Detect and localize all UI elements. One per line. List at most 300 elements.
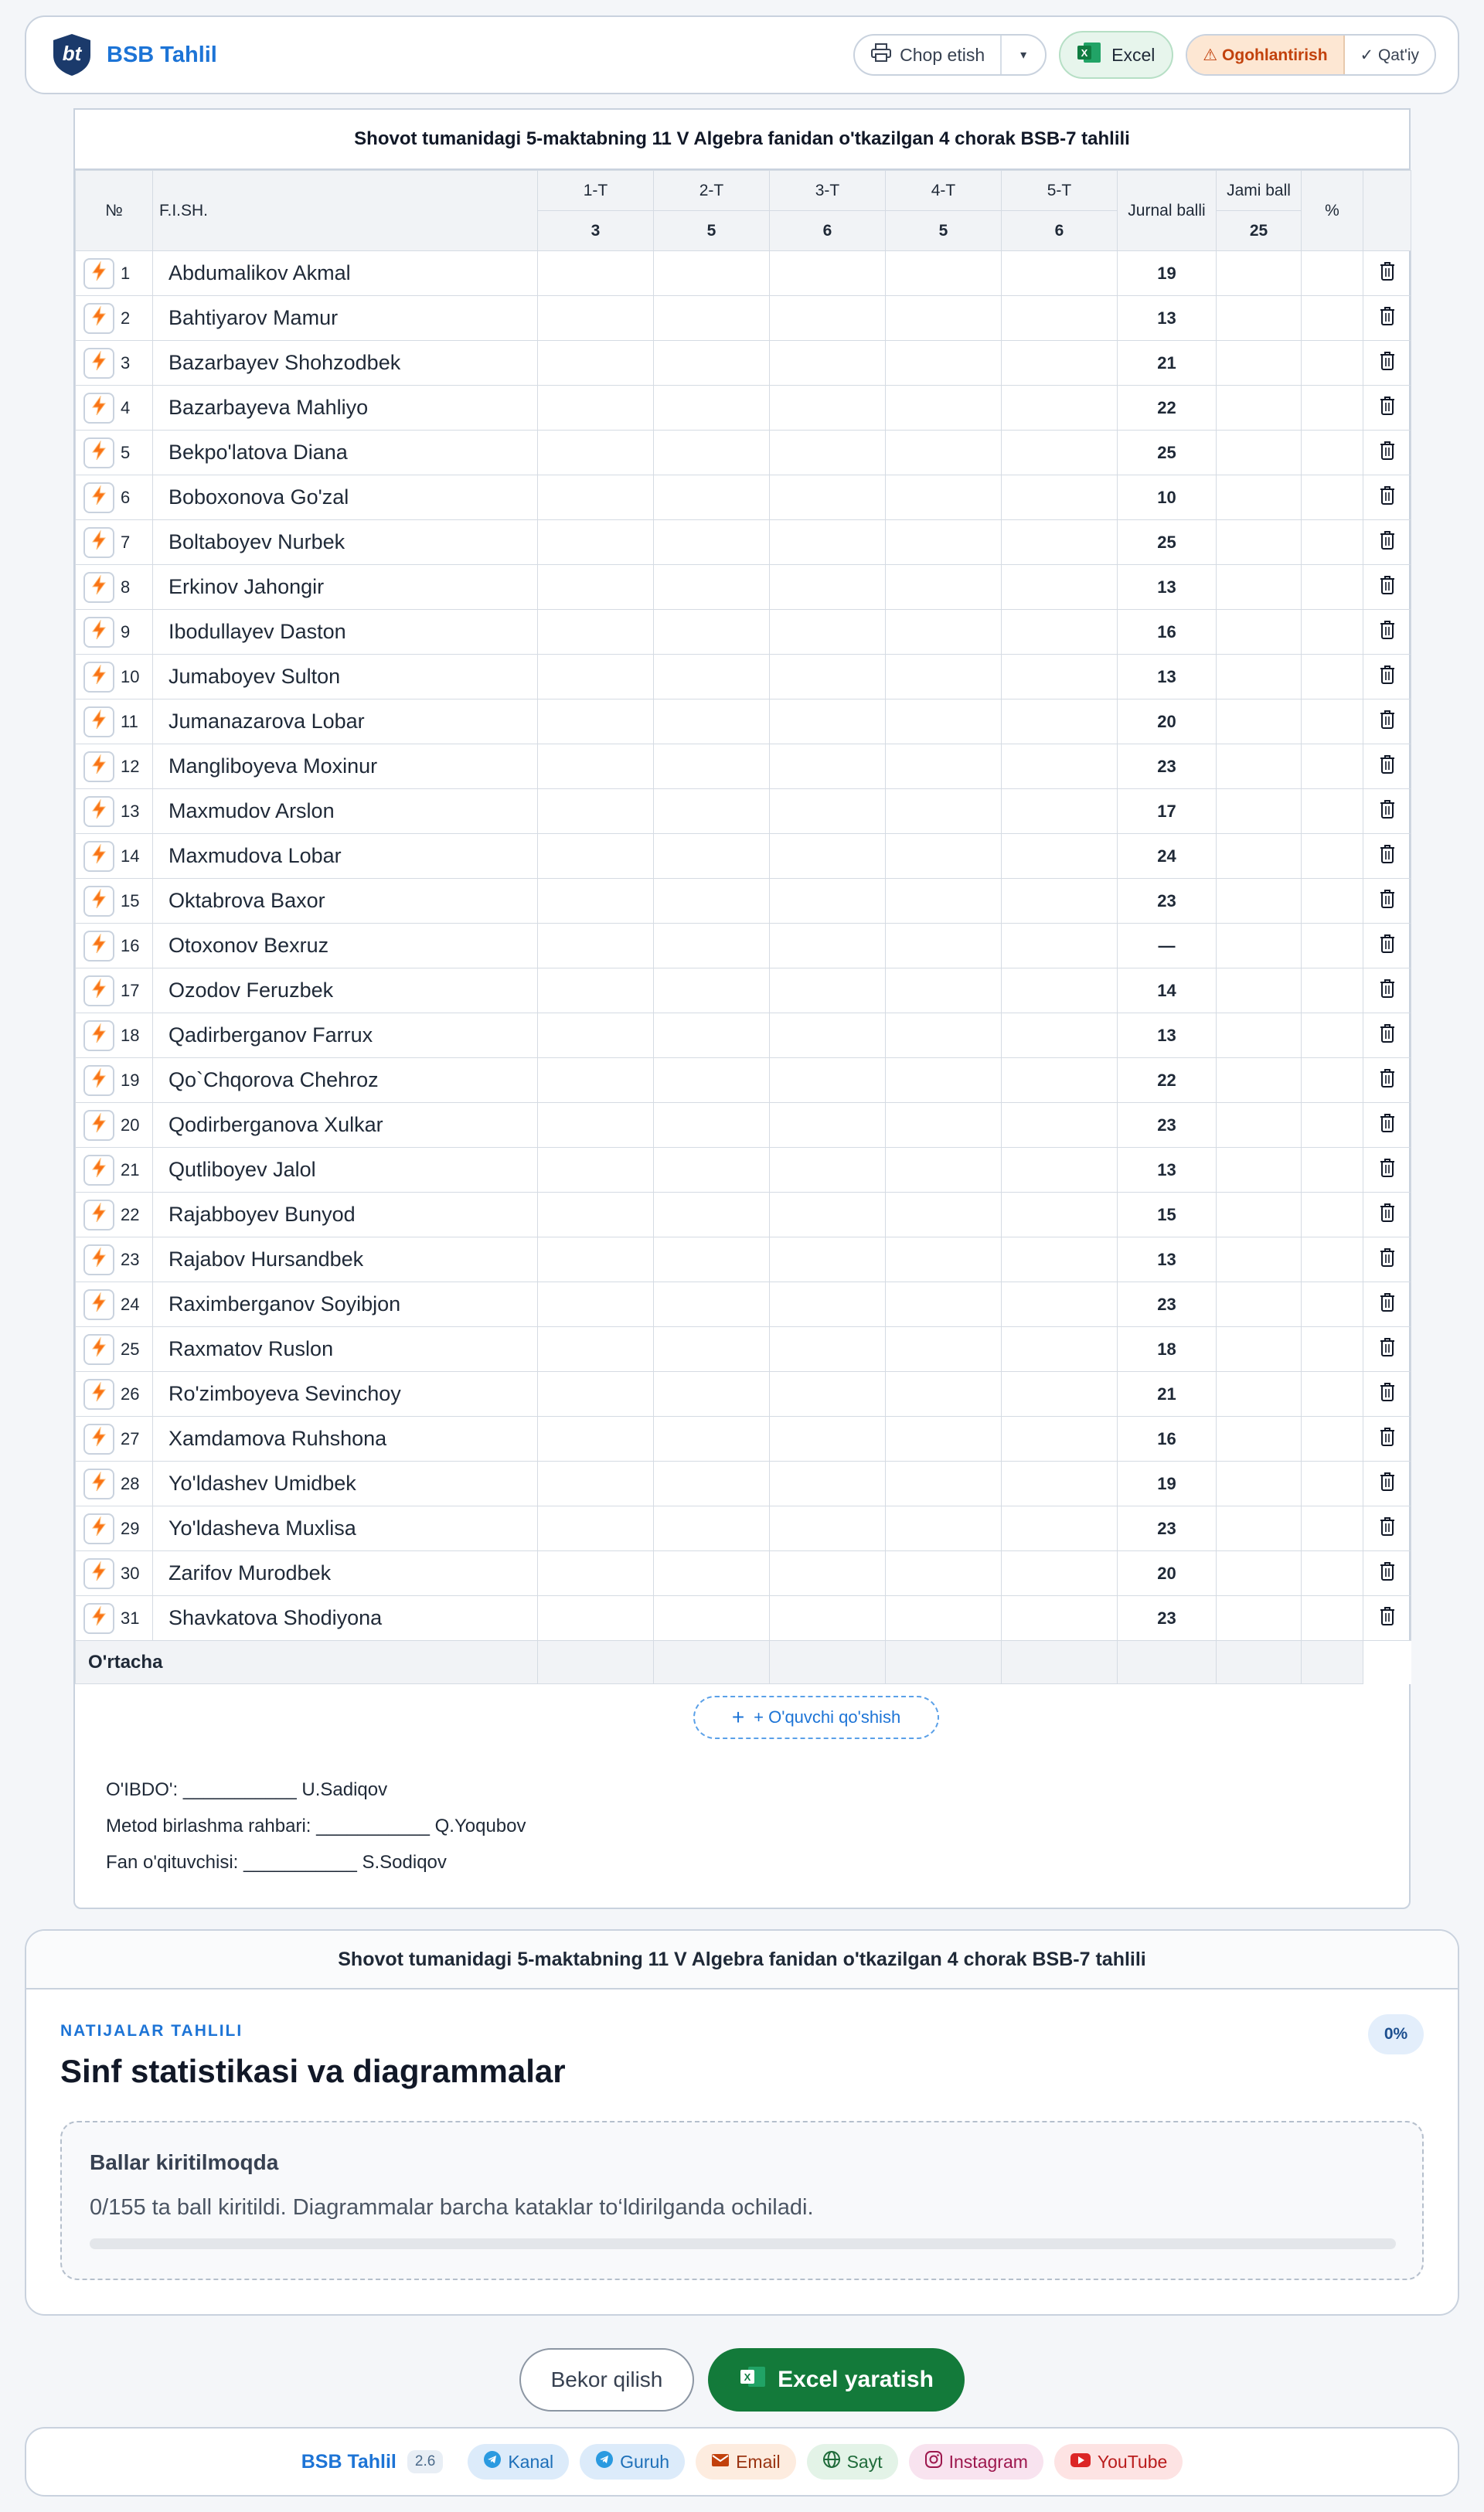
quick-fill-button[interactable] [83, 1513, 114, 1544]
row-number-cell [76, 1013, 153, 1058]
jurnal-score[interactable]: 20 [1118, 1551, 1217, 1596]
score-input-task-2[interactable] [654, 968, 770, 1013]
score-input-task-2[interactable] [654, 1058, 770, 1103]
score-input-task-4[interactable] [886, 1058, 1002, 1103]
score-input-task-1[interactable] [538, 475, 654, 520]
score-input-task-2[interactable] [654, 1237, 770, 1282]
student-name: Bazarbayev Shohzodbek [153, 341, 538, 386]
quick-fill-button[interactable] [83, 886, 114, 917]
jurnal-score[interactable]: 23 [1118, 1506, 1217, 1551]
jurnal-score[interactable]: 21 [1118, 1372, 1217, 1417]
score-input-task-5[interactable] [1002, 655, 1118, 699]
score-input-task-1[interactable] [538, 1148, 654, 1193]
score-input-task-3[interactable] [770, 251, 886, 296]
quick-fill-button[interactable] [83, 572, 114, 603]
score-input-task-4[interactable] [886, 1148, 1002, 1193]
row-number-cell [76, 610, 153, 655]
score-input-task-3[interactable] [770, 1596, 886, 1641]
score-input-task-4[interactable] [886, 834, 1002, 879]
score-input-task-3[interactable] [770, 1058, 886, 1103]
score-input-task-3[interactable] [770, 341, 886, 386]
lightning-icon [90, 665, 107, 689]
score-input-task-4[interactable] [886, 655, 1002, 699]
score-input-task-3[interactable] [770, 1417, 886, 1462]
delete-row-button[interactable] [1363, 341, 1411, 386]
score-input-task-3[interactable] [770, 520, 886, 565]
jurnal-score[interactable]: 25 [1118, 431, 1217, 475]
score-input-task-4[interactable] [886, 924, 1002, 968]
student-name: Oktabrova Baxor [153, 879, 538, 924]
score-input-task-2[interactable] [654, 475, 770, 520]
score-input-task-1[interactable] [538, 565, 654, 610]
score-input-task-4[interactable] [886, 296, 1002, 341]
score-input-task-1[interactable] [538, 834, 654, 879]
score-input-task-5[interactable] [1002, 1506, 1118, 1551]
score-input-task-2[interactable] [654, 431, 770, 475]
jurnal-score[interactable]: 21 [1118, 341, 1217, 386]
score-input-task-3[interactable] [770, 1372, 886, 1417]
score-input-task-5[interactable] [1002, 475, 1118, 520]
score-input-task-1[interactable] [538, 789, 654, 834]
score-input-task-1[interactable] [538, 1237, 654, 1282]
delete-row-button[interactable] [1363, 1058, 1411, 1103]
jurnal-score[interactable]: 19 [1118, 251, 1217, 296]
score-input-task-1[interactable] [538, 1596, 654, 1641]
svg-text:X: X [1081, 47, 1088, 59]
score-input-task-5[interactable] [1002, 834, 1118, 879]
delete-row-button[interactable] [1363, 520, 1411, 565]
score-input-task-3[interactable] [770, 1506, 886, 1551]
score-input-task-3[interactable] [770, 744, 886, 789]
kanal-link[interactable] [468, 2444, 569, 2480]
score-input-task-5[interactable] [1002, 1327, 1118, 1372]
score-input-task-2[interactable] [654, 1193, 770, 1237]
delete-row-button[interactable] [1363, 610, 1411, 655]
score-input-task-2[interactable] [654, 699, 770, 744]
progress-box [60, 2121, 1424, 2280]
delete-row-button[interactable] [1363, 834, 1411, 879]
jurnal-score[interactable]: 14 [1118, 968, 1217, 1013]
score-input-task-1[interactable] [538, 879, 654, 924]
score-input-task-4[interactable] [886, 1506, 1002, 1551]
score-input-task-4[interactable] [886, 1013, 1002, 1058]
score-input-task-2[interactable] [654, 341, 770, 386]
jurnal-score[interactable]: 16 [1118, 1417, 1217, 1462]
quick-fill-button[interactable] [83, 482, 114, 513]
quick-fill-button[interactable] [83, 1155, 114, 1186]
delete-row-button[interactable] [1363, 744, 1411, 789]
score-input-task-3[interactable] [770, 1462, 886, 1506]
percent-score [1302, 1148, 1363, 1193]
score-input-task-3[interactable] [770, 610, 886, 655]
score-input-task-1[interactable] [538, 296, 654, 341]
jurnal-score[interactable]: 15 [1118, 1193, 1217, 1237]
quick-fill-button[interactable] [83, 1334, 114, 1365]
score-input-task-5[interactable] [1002, 386, 1118, 431]
score-input-task-5[interactable] [1002, 1596, 1118, 1641]
delete-row-button[interactable] [1363, 475, 1411, 520]
score-input-task-2[interactable] [654, 1103, 770, 1148]
delete-row-button[interactable] [1363, 1417, 1411, 1462]
trash-icon [1378, 676, 1397, 689]
jurnal-score[interactable]: 17 [1118, 789, 1217, 834]
score-input-task-4[interactable] [886, 744, 1002, 789]
quick-fill-button[interactable] [83, 1110, 114, 1141]
create-excel-button[interactable] [708, 2348, 965, 2412]
score-input-task-4[interactable] [886, 879, 1002, 924]
task-2-max: 5 [654, 211, 770, 251]
delete-row-button[interactable] [1363, 1103, 1411, 1148]
quick-fill-button[interactable] [83, 258, 114, 289]
score-input-task-5[interactable] [1002, 1372, 1118, 1417]
quick-fill-button[interactable] [83, 1558, 114, 1589]
score-input-task-2[interactable] [654, 1327, 770, 1372]
score-input-task-1[interactable] [538, 1327, 654, 1372]
quick-fill-button[interactable] [83, 1289, 114, 1320]
mode-strict-button[interactable]: ✓ Qat'iy [1360, 46, 1419, 64]
jurnal-score[interactable]: 13 [1118, 655, 1217, 699]
quick-fill-button[interactable] [83, 1244, 114, 1275]
score-input-task-1[interactable] [538, 1551, 654, 1596]
score-input-task-3[interactable] [770, 924, 886, 968]
delete-row-button[interactable] [1363, 431, 1411, 475]
score-input-task-2[interactable] [654, 251, 770, 296]
student-name: Erkinov Jahongir [153, 565, 538, 610]
jurnal-score[interactable]: 22 [1118, 1058, 1217, 1103]
score-input-task-5[interactable] [1002, 744, 1118, 789]
score-input-task-4[interactable] [886, 968, 1002, 1013]
score-input-task-1[interactable] [538, 924, 654, 968]
score-input-task-2[interactable] [654, 1551, 770, 1596]
delete-row-button[interactable] [1363, 699, 1411, 744]
score-input-task-1[interactable] [538, 655, 654, 699]
score-input-task-2[interactable] [654, 744, 770, 789]
jurnal-score[interactable]: 13 [1118, 1013, 1217, 1058]
score-input-task-2[interactable] [654, 1372, 770, 1417]
score-input-task-2[interactable] [654, 655, 770, 699]
total-score [1217, 1148, 1302, 1193]
score-input-task-1[interactable] [538, 1506, 654, 1551]
score-input-task-3[interactable] [770, 699, 886, 744]
score-input-task-3[interactable] [770, 1103, 886, 1148]
score-input-task-2[interactable] [654, 1596, 770, 1641]
score-input-task-2[interactable] [654, 520, 770, 565]
score-input-task-4[interactable] [886, 1237, 1002, 1282]
score-input-task-2[interactable] [654, 1013, 770, 1058]
score-input-task-4[interactable] [886, 251, 1002, 296]
score-input-task-3[interactable] [770, 655, 886, 699]
score-input-task-4[interactable] [886, 1103, 1002, 1148]
score-input-task-4[interactable] [886, 1462, 1002, 1506]
score-input-task-4[interactable] [886, 699, 1002, 744]
percent-score [1302, 744, 1363, 789]
score-input-task-3[interactable] [770, 1013, 886, 1058]
score-input-task-5[interactable] [1002, 341, 1118, 386]
score-input-task-2[interactable] [654, 565, 770, 610]
score-input-task-1[interactable] [538, 386, 654, 431]
quick-fill-button[interactable] [83, 1200, 114, 1230]
jurnal-score[interactable]: 18 [1118, 1327, 1217, 1372]
score-input-task-5[interactable] [1002, 565, 1118, 610]
score-input-task-5[interactable] [1002, 924, 1118, 968]
delete-row-button[interactable] [1363, 296, 1411, 341]
jurnal-score[interactable]: 23 [1118, 1103, 1217, 1148]
score-input-task-3[interactable] [770, 1148, 886, 1193]
score-input-task-3[interactable] [770, 1327, 886, 1372]
score-input-task-3[interactable] [770, 1193, 886, 1237]
score-input-task-4[interactable] [886, 386, 1002, 431]
score-input-task-4[interactable] [886, 475, 1002, 520]
delete-row-button[interactable] [1363, 1506, 1411, 1551]
score-input-task-3[interactable] [770, 834, 886, 879]
jurnal-score[interactable]: 13 [1118, 1237, 1217, 1282]
delete-row-button[interactable] [1363, 386, 1411, 431]
score-input-task-1[interactable] [538, 744, 654, 789]
excel-export-button[interactable] [1059, 31, 1173, 79]
quick-fill-button[interactable] [83, 1020, 114, 1051]
trash-icon [1378, 1169, 1397, 1182]
score-input-task-5[interactable] [1002, 251, 1118, 296]
score-input-task-2[interactable] [654, 296, 770, 341]
score-input-task-4[interactable] [886, 341, 1002, 386]
app-header [25, 15, 1459, 94]
jurnal-score[interactable]: 16 [1118, 610, 1217, 655]
delete-row-button[interactable] [1363, 789, 1411, 834]
score-input-task-4[interactable] [886, 610, 1002, 655]
score-input-task-3[interactable] [770, 1551, 886, 1596]
score-input-task-1[interactable] [538, 431, 654, 475]
quick-fill-button[interactable] [83, 437, 114, 468]
row-number-cell [76, 341, 153, 386]
jurnal-score[interactable]: 23 [1118, 744, 1217, 789]
quick-fill-button[interactable] [83, 1469, 114, 1499]
score-input-task-2[interactable] [654, 1148, 770, 1193]
print-button[interactable] [855, 36, 1002, 74]
score-input-task-5[interactable] [1002, 699, 1118, 744]
brand-name[interactable]: BSB Tahlil [107, 42, 217, 67]
score-input-task-3[interactable] [770, 565, 886, 610]
score-input-task-4[interactable] [886, 1193, 1002, 1237]
jurnal-score[interactable]: 22 [1118, 386, 1217, 431]
trash-icon [1378, 1079, 1397, 1092]
quick-fill-button[interactable] [83, 706, 114, 737]
score-input-task-4[interactable] [886, 1282, 1002, 1327]
quick-fill-button[interactable] [83, 617, 114, 648]
jurnal-score[interactable]: 19 [1118, 1462, 1217, 1506]
score-input-task-2[interactable] [654, 1282, 770, 1327]
mode-warning-button[interactable]: ⚠ Ogohlantirish [1187, 36, 1344, 74]
delete-row-button[interactable] [1363, 1193, 1411, 1237]
score-input-task-4[interactable] [886, 431, 1002, 475]
row-number-cell [76, 520, 153, 565]
score-input-task-1[interactable] [538, 610, 654, 655]
jurnal-score[interactable]: — [1118, 924, 1217, 968]
score-input-task-1[interactable] [538, 251, 654, 296]
delete-row-button[interactable] [1363, 1148, 1411, 1193]
score-input-task-5[interactable] [1002, 1103, 1118, 1148]
delete-row-button[interactable] [1363, 1327, 1411, 1372]
score-input-task-1[interactable] [538, 699, 654, 744]
score-input-task-3[interactable] [770, 386, 886, 431]
score-input-task-2[interactable] [654, 610, 770, 655]
quick-fill-button[interactable] [83, 751, 114, 782]
signature-role: Metod birlashma rahbari: [106, 1816, 311, 1836]
score-input-task-4[interactable] [886, 789, 1002, 834]
score-input-task-4[interactable] [886, 1417, 1002, 1462]
jurnal-score[interactable]: 13 [1118, 1148, 1217, 1193]
score-input-task-5[interactable] [1002, 1282, 1118, 1327]
score-input-task-2[interactable] [654, 924, 770, 968]
score-input-task-5[interactable] [1002, 610, 1118, 655]
row-number: 11 [121, 711, 138, 731]
score-input-task-3[interactable] [770, 296, 886, 341]
score-input-task-5[interactable] [1002, 1237, 1118, 1282]
score-input-task-3[interactable] [770, 968, 886, 1013]
delete-row-button[interactable] [1363, 1551, 1411, 1596]
score-input-task-5[interactable] [1002, 431, 1118, 475]
average-total [1217, 1641, 1302, 1684]
quick-fill-button[interactable] [83, 931, 114, 962]
stats-heading: Sinf statistikasi va diagrammalar [60, 2053, 566, 2089]
bt-logo-icon[interactable] [49, 32, 94, 77]
score-input-task-5[interactable] [1002, 968, 1118, 1013]
delete-row-button[interactable] [1363, 1462, 1411, 1506]
score-input-task-3[interactable] [770, 879, 886, 924]
youtube-link[interactable] [1054, 2444, 1183, 2480]
add-student-button[interactable] [693, 1696, 939, 1739]
row-number: 17 [121, 980, 140, 1000]
score-input-task-5[interactable] [1002, 879, 1118, 924]
quick-fill-button[interactable] [83, 1065, 114, 1096]
score-input-task-5[interactable] [1002, 1193, 1118, 1237]
instagram-link[interactable] [909, 2444, 1043, 2480]
quick-fill-button[interactable] [83, 662, 114, 693]
score-input-task-1[interactable] [538, 1282, 654, 1327]
score-input-task-3[interactable] [770, 475, 886, 520]
jurnal-score[interactable]: 13 [1118, 296, 1217, 341]
score-input-task-3[interactable] [770, 789, 886, 834]
delete-row-button[interactable] [1363, 968, 1411, 1013]
quick-fill-button[interactable] [83, 348, 114, 379]
score-input-task-4[interactable] [886, 565, 1002, 610]
delete-row-button[interactable] [1363, 924, 1411, 968]
score-input-task-5[interactable] [1002, 789, 1118, 834]
quick-fill-button[interactable] [83, 1379, 114, 1410]
score-input-task-5[interactable] [1002, 1148, 1118, 1193]
email-link[interactable] [696, 2444, 796, 2480]
sayt-link[interactable] [807, 2444, 898, 2480]
score-input-task-4[interactable] [886, 520, 1002, 565]
delete-row-button[interactable] [1363, 1282, 1411, 1327]
score-input-task-5[interactable] [1002, 1058, 1118, 1103]
score-input-task-4[interactable] [886, 1372, 1002, 1417]
score-input-task-4[interactable] [886, 1327, 1002, 1372]
quick-fill-button[interactable] [83, 1424, 114, 1455]
jurnal-score[interactable]: 25 [1118, 520, 1217, 565]
jurnal-score[interactable]: 23 [1118, 1596, 1217, 1641]
score-input-task-5[interactable] [1002, 1417, 1118, 1462]
score-input-task-5[interactable] [1002, 296, 1118, 341]
score-input-task-2[interactable] [654, 879, 770, 924]
student-name: Maxmudov Arslon [153, 789, 538, 834]
guruh-link[interactable] [580, 2444, 685, 2480]
score-input-task-4[interactable] [886, 1596, 1002, 1641]
score-input-task-1[interactable] [538, 341, 654, 386]
jurnal-score[interactable]: 10 [1118, 475, 1217, 520]
total-score [1217, 1327, 1302, 1372]
jurnal-score[interactable]: 23 [1118, 1282, 1217, 1327]
score-input-task-4[interactable] [886, 1551, 1002, 1596]
delete-row-button[interactable] [1363, 251, 1411, 296]
delete-row-button[interactable] [1363, 879, 1411, 924]
score-input-task-5[interactable] [1002, 1462, 1118, 1506]
delete-row-button[interactable] [1363, 655, 1411, 699]
score-input-task-1[interactable] [538, 1193, 654, 1237]
quick-fill-button[interactable] [83, 975, 114, 1006]
total-score [1217, 251, 1302, 296]
delete-row-button[interactable] [1363, 1372, 1411, 1417]
score-input-task-3[interactable] [770, 1237, 886, 1282]
score-input-task-3[interactable] [770, 431, 886, 475]
jurnal-score[interactable]: 23 [1118, 879, 1217, 924]
score-input-task-2[interactable] [654, 1506, 770, 1551]
score-input-task-1[interactable] [538, 1013, 654, 1058]
quick-fill-button[interactable] [83, 796, 114, 827]
cancel-button[interactable]: Bekor qilish [519, 2348, 694, 2412]
score-input-task-2[interactable] [654, 789, 770, 834]
score-input-task-1[interactable] [538, 1103, 654, 1148]
excel-icon [739, 2364, 767, 2395]
score-input-task-2[interactable] [654, 834, 770, 879]
quick-fill-button[interactable] [83, 1603, 114, 1634]
trash-icon [1378, 586, 1397, 599]
delete-row-button[interactable] [1363, 565, 1411, 610]
score-input-task-1[interactable] [538, 520, 654, 565]
score-input-task-1[interactable] [538, 1058, 654, 1103]
score-input-task-5[interactable] [1002, 1013, 1118, 1058]
delete-row-button[interactable] [1363, 1596, 1411, 1641]
jurnal-score[interactable]: 13 [1118, 565, 1217, 610]
score-input-task-5[interactable] [1002, 520, 1118, 565]
score-input-task-2[interactable] [654, 1462, 770, 1506]
student-name: Yo'ldasheva Muxlisa [153, 1506, 538, 1551]
print-dropdown-button[interactable]: ▾ [1020, 49, 1027, 62]
quick-fill-button[interactable] [83, 527, 114, 558]
jurnal-score[interactable]: 20 [1118, 699, 1217, 744]
score-input-task-1[interactable] [538, 1372, 654, 1417]
score-input-task-1[interactable] [538, 968, 654, 1013]
score-input-task-5[interactable] [1002, 1551, 1118, 1596]
sayt-label: Sayt [846, 2451, 883, 2472]
jurnal-score[interactable]: 24 [1118, 834, 1217, 879]
score-input-task-2[interactable] [654, 1417, 770, 1462]
score-input-task-1[interactable] [538, 1462, 654, 1506]
quick-fill-button[interactable] [83, 841, 114, 872]
delete-row-button[interactable] [1363, 1237, 1411, 1282]
quick-fill-button[interactable] [83, 393, 114, 424]
score-input-task-2[interactable] [654, 386, 770, 431]
percent-score [1302, 1551, 1363, 1596]
score-input-task-1[interactable] [538, 1417, 654, 1462]
trash-icon [1378, 496, 1397, 509]
percent-score [1302, 386, 1363, 431]
row-number: 31 [121, 1608, 140, 1628]
excel-icon [1076, 40, 1102, 70]
lightning-icon [90, 1472, 107, 1496]
quick-fill-button[interactable] [83, 303, 114, 334]
delete-row-button[interactable] [1363, 1013, 1411, 1058]
score-input-task-3[interactable] [770, 1282, 886, 1327]
